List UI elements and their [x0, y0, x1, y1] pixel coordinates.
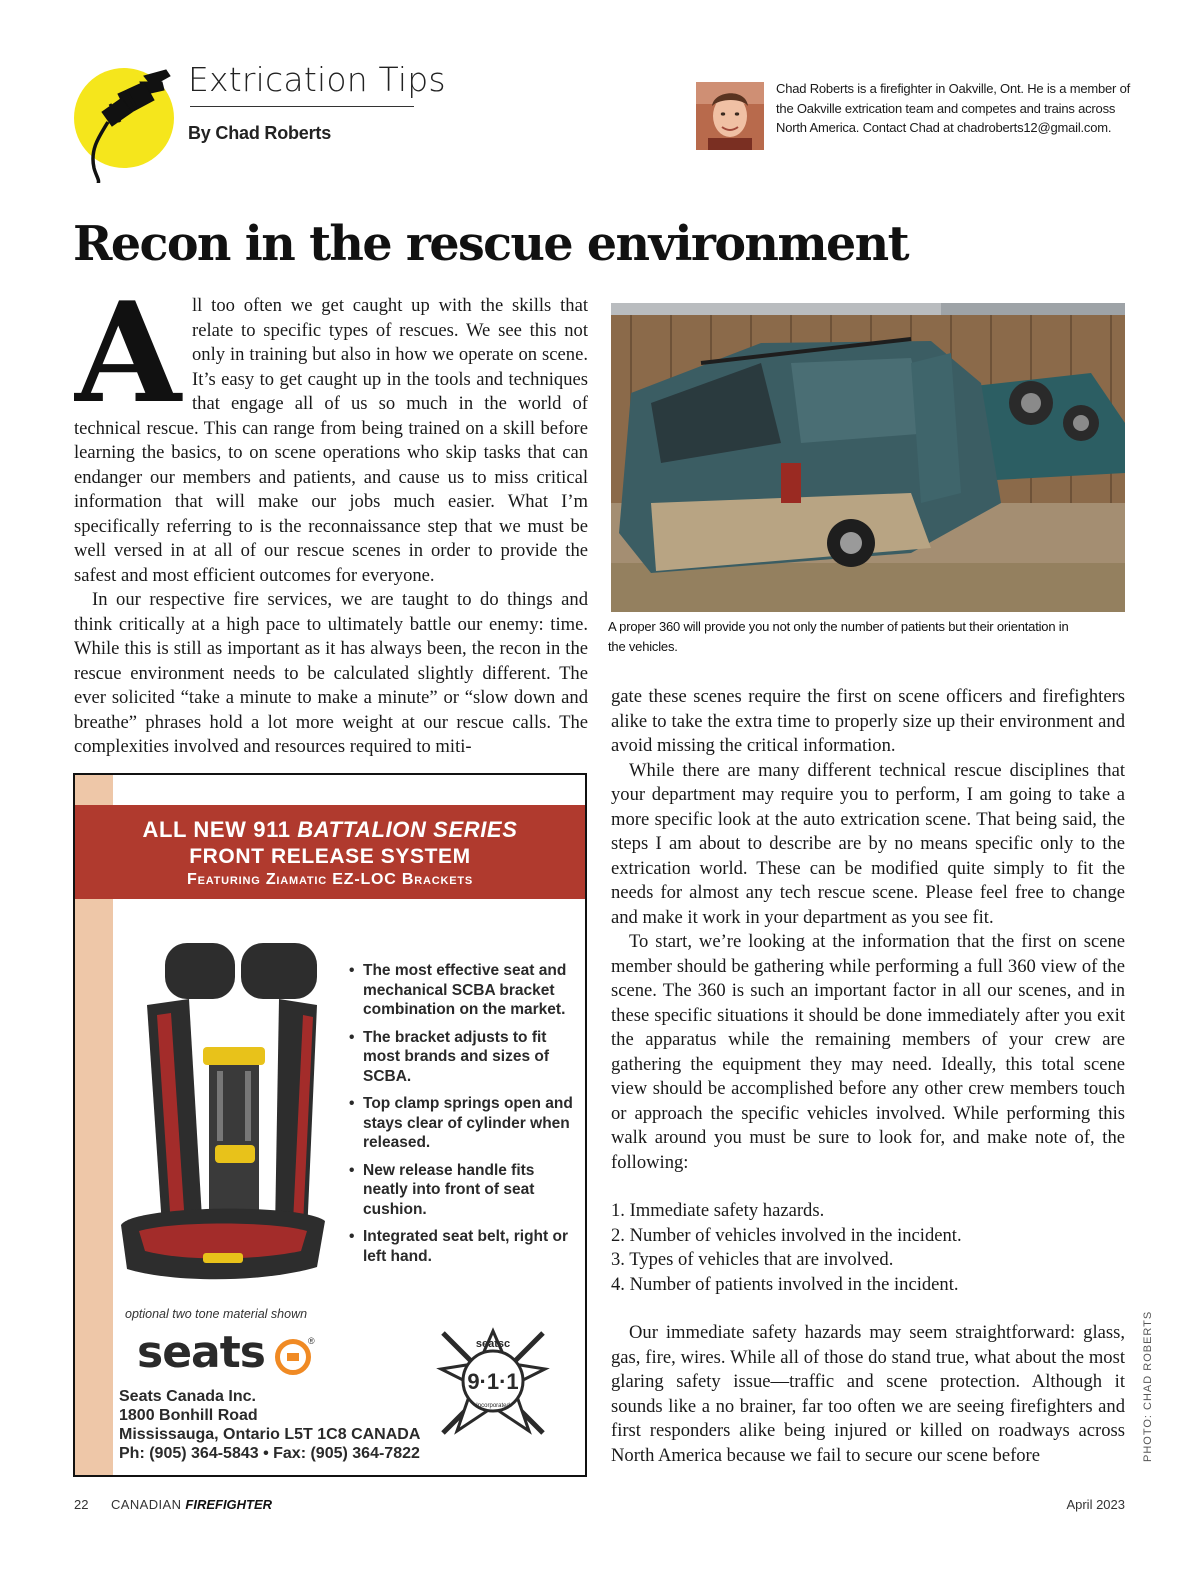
article-paragraph-5: Our immediate safety hazards may seem straightforward: glass, gas, fire, wires. While all of those do stand true, what about the most glaring safety issue—traffic and scene protection. Although it sounds like a no brainer, far too often we are seeing firefighters and first responders alike being injured or killed on roadways across North America because we fail to secure our scene before	[611, 1322, 1125, 1466]
list-item: 1. Immediate safety hazards.	[611, 1200, 825, 1221]
article-column-left	[74, 294, 588, 764]
ad-feature: • New release handle fits neatly into front of seat cushion.	[349, 1161, 581, 1220]
emblem-number: 9·1·1	[467, 1369, 519, 1394]
advertisement[interactable]	[73, 773, 587, 1477]
article-paragraph-1: ll too often we get caught up with the skills that relate to specific types of rescues. We see this not only in training but also in how we operate on scene. It’s easy to get caught up in the tools and techniques that engage all of us so much in the world of technical rescue. This can range from being trained on a skill before learning the basics, to on scene operations who skip tasks that can endanger our members and patients, and cause us to miss critical information that will make our jobs much easier. What I’m specifically referring to is the reconnaissance step that we must be well versed in at all of our rescue scenes in order to provide the safest and most efficient outcomes for everyone.	[74, 295, 588, 586]
ad-address-line: 1800 Bonhill Road	[119, 1407, 258, 1424]
list-item: 4. Number of patients involved in the incident.	[611, 1273, 959, 1295]
ad-feature: • The bracket adjusts to fit most brands and sizes of SCBA.	[349, 1028, 581, 1087]
author-bio: Chad Roberts is a firefighter in Oakville, Ont. He is a member of the Oakville extrication team and competes and trains across North America. Contact Chad at chadroberts12@gmail.com.	[776, 81, 1131, 135]
ad-feature: • Top clamp springs open and stays clear of cylinder when released.	[349, 1094, 581, 1153]
list-item: 2. Number of vehicles involved in the incident.	[611, 1224, 962, 1246]
emblem-bottom-text: Incorporated	[476, 1403, 510, 1409]
ad-banner-line-3: Featuring Ziamatic EZ-LOC Brackets	[187, 871, 473, 888]
article-paragraph-2: In our respective fire services, we are taught to do things and think critically at a high pace to ultimately battle our enemy: time. While this is still as important as it has always been, the recon in the rescue environment needs to be calculated slightly different. The ever solicited “take a minute to make a minute” or “slow down and breathe” phrases hold a lot more weight at our rescue calls. The complexities involved and resources required to miti-	[74, 589, 588, 757]
photo-credit: PHOTO: CHAD ROBERTS	[1142, 1310, 1154, 1462]
hazard-list	[611, 1199, 1125, 1297]
issue-date: April 2023	[1066, 1497, 1125, 1512]
magazine-name-b: FIREFIGHTER	[185, 1497, 273, 1512]
emblem-top-text: seatsc	[475, 1338, 511, 1350]
ad-banner-line-2: FRONT RELEASE SYSTEM	[189, 845, 471, 868]
extrication-tool-icon	[74, 68, 184, 183]
seats-logo-text: seats	[137, 1327, 265, 1378]
ad-feature: • Integrated seat belt, right or left hand.	[349, 1227, 581, 1266]
ad-feature: • The most effective seat and mechanical SCBA bracket combination on the market.	[349, 961, 581, 1020]
ad-address-line: Seats Canada Inc.	[119, 1388, 256, 1405]
photo-caption: A proper 360 will provide you not only the number of patients but their orientation in the vehicles.	[608, 619, 1069, 654]
ad-address	[119, 1387, 420, 1463]
drop-cap: A	[74, 294, 182, 434]
article-photo	[611, 303, 1125, 612]
magazine-name	[111, 1497, 272, 1512]
article-column-right	[611, 685, 1125, 1475]
ad-address-line: Ph: (905) 364-5843 • Fax: (905) 364-7822	[119, 1445, 420, 1462]
ad-banner-line-1	[75, 817, 585, 843]
title-rule	[190, 106, 414, 107]
column-title: Extrication Tips	[188, 60, 446, 99]
registered-mark: ®	[308, 1336, 315, 1346]
column-logo	[74, 68, 174, 168]
seats-logo-arrow-icon	[275, 1339, 311, 1375]
article-paragraph-2-continued: gate these scenes require the first on scene officers and firefighters alike to take the extra time to properly size up their environment and avoid missing the critical information.	[611, 686, 1125, 756]
byline: By Chad Roberts	[188, 123, 332, 143]
maltese-cross-emblem-icon	[433, 1323, 553, 1443]
list-item: 3. Types of vehicles that are involved.	[611, 1249, 894, 1270]
ad-banner	[75, 805, 585, 899]
headline: Recon in the rescue environment	[73, 216, 908, 272]
ad-feature-list	[349, 961, 581, 1274]
page-number: 22	[74, 1497, 89, 1512]
magazine-name-a: CANADIAN	[111, 1497, 186, 1512]
ad-address-line: Mississauga, Ontario L5T 1C8 CANADA	[119, 1426, 421, 1443]
ad-material-note: optional two tone material shown	[125, 1307, 308, 1321]
seat-product-image	[103, 935, 343, 1295]
article-paragraph-4: To start, we’re looking at the information that the first on scene member should be gathering while performing a full 360 view of the scene. The 360 is such an important factor in all our scenes, and in these specific situations it should be done immediately after you exit the apparatus while the remaining members of your crew are gathering the equipment they may need. Ideally, this total scene view should be accomplished before any other crew members touch or approach the specific vehicles involved. While performing this walk around you must be sure to look for, and make note of, the following:	[611, 931, 1125, 1173]
ad-banner-line-1b: BATTALION SERIES	[297, 817, 518, 842]
author-photo	[696, 82, 764, 150]
ad-banner-line-1a: ALL NEW 911	[142, 817, 298, 842]
article-paragraph-3: While there are many different technical rescue disciplines that your department may require you to perform, I am going to take a more specific look at the auto extrication scene. That being said, the steps I am about to describe are by no means specific only to the extrication world. These can be modified quite simply to fit the needs for almost any tech rescue scene. Please feel free to change and make it work in your department as you see fit.	[611, 759, 1125, 928]
